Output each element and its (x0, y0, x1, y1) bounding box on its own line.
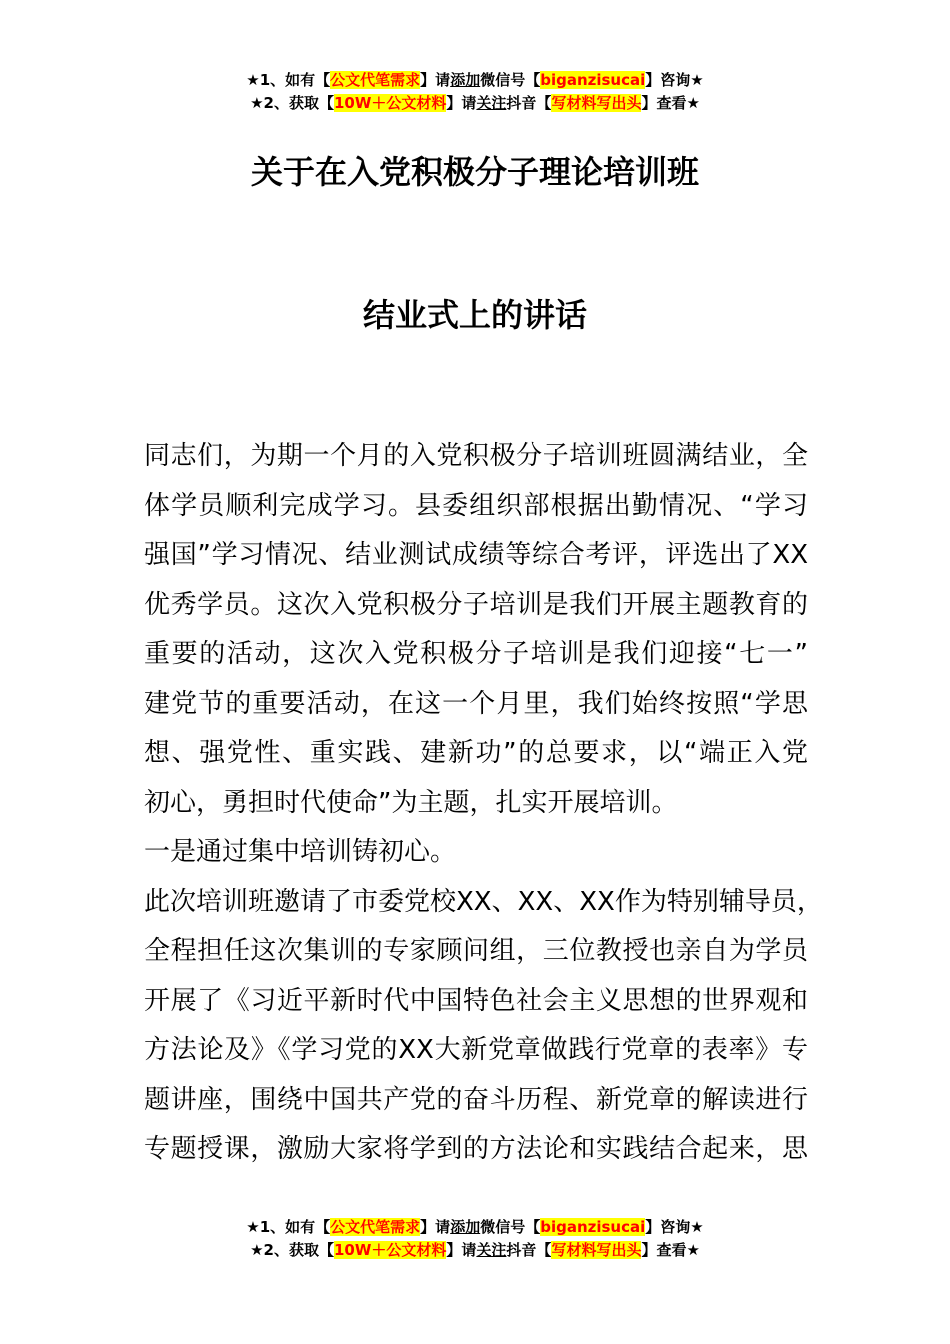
body-line: 同志们，为期一个月的入党积极分子培训班圆满结业，全 (144, 441, 808, 471)
banner-text: 】请 (446, 1241, 477, 1259)
banner-text: 】查看★ (641, 94, 700, 112)
banner-underline: 关注 (476, 94, 507, 112)
banner-highlight: 写材料写出头 (551, 1241, 642, 1259)
banner-highlight: biganzisucai (540, 71, 646, 89)
banner-text: 抖音【 (506, 1241, 552, 1259)
body-line: 题讲座，围绕中国共产党的奋斗历程、新党章的解读进行 (144, 1084, 808, 1115)
bottom-banner (0, 1216, 950, 1262)
banner-text: 】咨询★ (645, 1218, 704, 1236)
body-line: 重要的活动，这次入党积极分子培训是我们迎接“七一” (144, 639, 808, 669)
banner-text: ★1、如有【 (246, 71, 331, 89)
body-line: 强国”学习情况、结业测试成绩等综合考评，评选出了XX (144, 540, 808, 570)
banner-text: 微信号【 (480, 1218, 541, 1236)
document-title: 关于在入党积极分子理论培训班 (250, 153, 699, 191)
banner-line-2 (0, 92, 950, 115)
banner-text: ★2、获取【 (250, 1241, 334, 1259)
body-line: 优秀学员。这次入党积极分子培训是我们开展主题教育的 (144, 589, 808, 620)
body-line: 体学员顺利完成学习。县委组织部根据出勤情况、“学习 (144, 490, 808, 521)
body-line: 全程担任这次集训的专家顾问组，三位教授也亲自为学员 (144, 936, 808, 966)
banner-underline: 添加 (450, 71, 481, 89)
banner-line-1 (0, 69, 950, 92)
body-line: 此次培训班邀请了市委党校XX、XX、XX作为特别辅导员， (144, 886, 823, 917)
banner-text: 抖音【 (506, 94, 552, 112)
banner-line-1 (0, 1216, 950, 1239)
body-line: 建党节的重要活动，在这一个月里，我们始终按照“学思 (144, 688, 808, 719)
banner-underline: 关注 (476, 1241, 507, 1259)
banner-line-2 (0, 1239, 950, 1262)
banner-highlight: 公文代笔需求 (330, 71, 421, 89)
banner-text: ★2、获取【 (250, 94, 334, 112)
banner-highlight: 10W＋公文材料 (333, 1241, 447, 1259)
banner-text: ★1、如有【 (246, 1218, 331, 1236)
body-line: 想、强党性、重实践、建新功”的总要求，以“端正入党 (144, 738, 808, 768)
banner-text: 微信号【 (480, 71, 541, 89)
document-body (144, 432, 823, 1175)
banner-text: 】咨询★ (645, 71, 704, 89)
banner-highlight: biganzisucai (540, 1218, 646, 1236)
banner-text: 】查看★ (641, 1241, 700, 1259)
body-line: 开展了《习近平新时代中国特色社会主义思想的世界观和 (144, 985, 808, 1016)
body-line: 专题授课，激励大家将学到的方法论和实践结合起来，思 (144, 1134, 808, 1164)
banner-highlight: 10W＋公文材料 (333, 94, 447, 112)
banner-highlight: 公文代笔需求 (330, 1218, 421, 1236)
body-line: 方法论及》《学习党的XX大新党章做践行党章的表率》专 (144, 1035, 808, 1065)
body-line: 初心，勇担时代使命”为主题，扎实开展培训。 (144, 787, 678, 818)
banner-text: 】请 (420, 1218, 451, 1236)
section-heading: 一是通过集中培训铸初心。 (144, 837, 457, 867)
banner-underline: 添加 (450, 1218, 481, 1236)
banner-highlight: 写材料写出头 (551, 94, 642, 112)
banner-text: 】请 (420, 71, 451, 89)
banner-text: 】请 (446, 94, 477, 112)
top-banner (0, 69, 950, 115)
document-subtitle: 结业式上的讲话 (362, 296, 587, 334)
